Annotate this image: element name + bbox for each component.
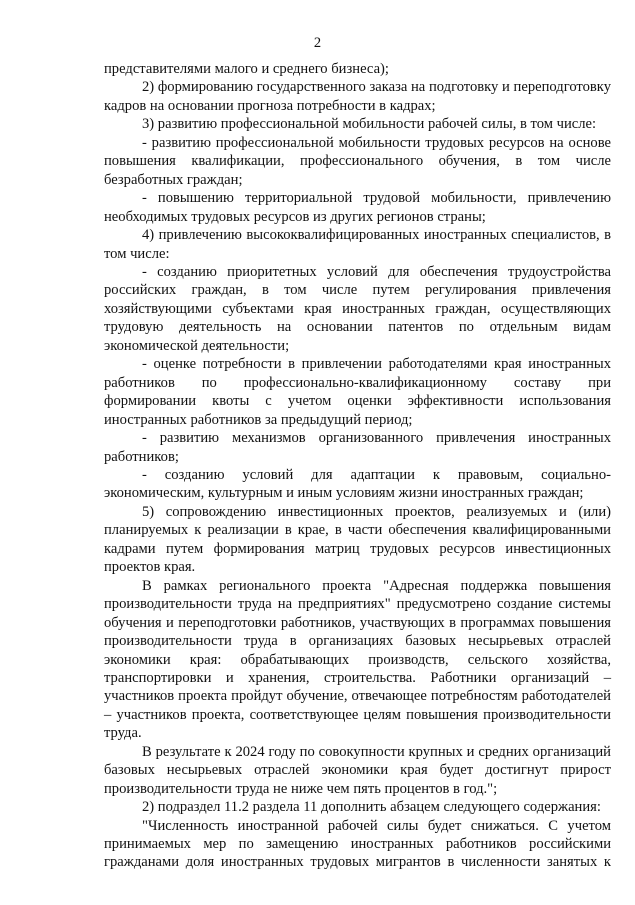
paragraph-amendment: 2) подраздел 11.2 раздела 11 дополнить абзацем следующего содержания: xyxy=(142,799,601,816)
paragraph-result: В результате к 2024 году по совокупности крупных и средних организаций базовых несырьевых отраслей экономики края будет достигнут прирост производительности труда не ниже чем пять процентов в год."; xyxy=(104,743,611,797)
paragraph-subitem: - оценке потребности в привлечении работодателями края иностранных работников по профессионально-квалификационному составу при формировании квоты с учетом оценки эффективности использования иностранных работников за предыдущий период; xyxy=(104,356,611,428)
paragraph-item-5: 5) сопровождению инвестиционных проектов, реализуемых и (или) планируемых к реализации в крае, в части обеспечения квалифицированными кадрами путем формирования матриц трудовых ресурсов инвестиционных проектов края. xyxy=(104,503,611,576)
paragraph-item-2: 2) формированию государственного заказа на подготовку и переподготовку кадров на основании прогноза потребности в кадрах; xyxy=(104,79,611,114)
paragraph-subitem: - развитию профессиональной мобильности трудовых ресурсов на основе повышения квалификации, профессионального обучения, в том числе безработных граждан; xyxy=(104,134,611,188)
paragraph-continuation: представителями малого и среднего бизнеса); xyxy=(104,61,389,77)
page-number: 2 xyxy=(313,35,322,51)
paragraph-subitem: - развитию механизмов организованного привлечения иностранных работников; xyxy=(104,430,611,465)
document-body xyxy=(104,60,611,872)
paragraph-item-3: 3) развитию профессиональной мобильности рабочей силы, в том числе: xyxy=(142,116,597,133)
paragraph-regional-project: В рамках регионального проекта "Адресная поддержка повышения производительности труда на предприятиях" предусмотрено создание системы обучения и переподготовки работников, участвующих в программах повышения производительности труда в организациях базовых несырьевых отраслей экономики края: обрабатывающих производств, сельского хозяйства, транспортировки и хранения, строительства. Работники организаций – участников проекта пройдут обучение, отвечающее потребностям работодателей – участников проекта, соответствующее целям повышения производительности труда. xyxy=(104,577,611,742)
paragraph-subitem: - созданию условий для адаптации к правовым, социально-экономическим, культурным и иным условиям жизни иностранных граждан; xyxy=(104,466,611,502)
paragraph-subitem: - созданию приоритетных условий для обеспечения трудоустройства российских граждан, в том числе путем регулирования привлечения хозяйствующими субъектами края иностранных граждан, осуществляющих трудовую деятельность на основании патентов по отдельным видам экономической деятельности; xyxy=(104,263,611,354)
paragraph-item-4: 4) привлечению высококвалифицированных иностранных специалистов, в том числе: xyxy=(104,227,611,262)
paragraph-subitem: - повышению территориальной трудовой мобильности, привлечению необходимых трудовых ресурсов из других регионов страны; xyxy=(104,190,611,225)
paragraph-quoted-text: "Численность иностранной рабочей силы будет снижаться. С учетом принимаемых мер по замещению иностранных работников российскими гражданами доля иностранных трудовых мигрантов в численности занятых к xyxy=(104,817,611,871)
